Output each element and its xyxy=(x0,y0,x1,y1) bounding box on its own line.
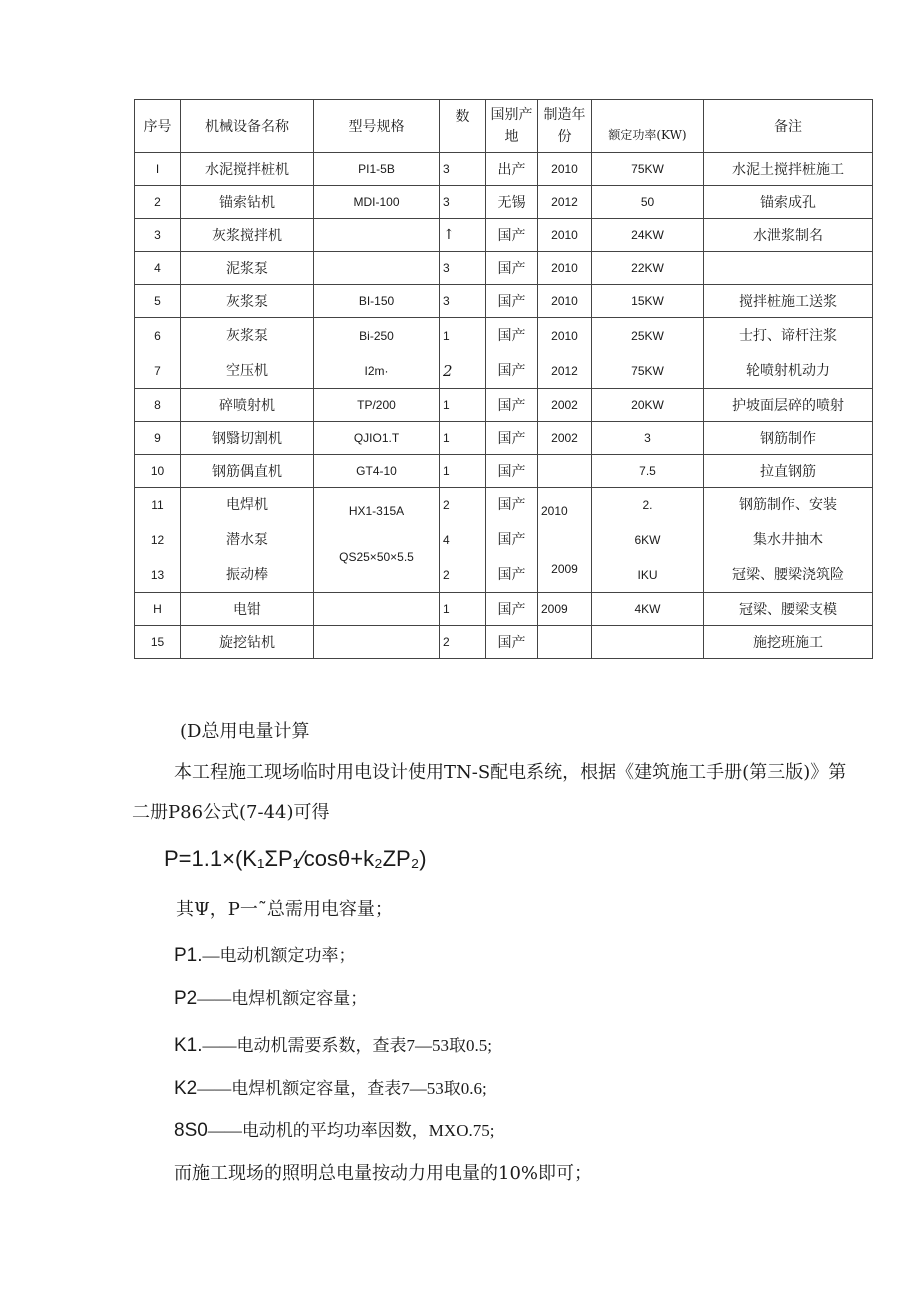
cell-year: 2009 xyxy=(538,593,592,626)
table-row xyxy=(135,153,873,186)
cell-origin: 国产 xyxy=(486,626,538,659)
table-row xyxy=(135,252,873,285)
cell-model: HX1-315A QS25×50×5.5 xyxy=(314,488,440,593)
table-row xyxy=(135,488,873,593)
table-row xyxy=(135,285,873,318)
definition-text: ——电焊机额定容量； xyxy=(197,989,368,1008)
cell-origin: 国产 xyxy=(486,252,538,285)
cell-qty: 1 xyxy=(440,455,486,488)
definition-text: ——电动机需要系数，查表7—53取0.5; xyxy=(202,1036,493,1055)
cell-origin: 国产 国产 国产 xyxy=(486,488,538,593)
definition-label: 8S0 xyxy=(174,1120,208,1141)
cell-remark: 士打、谛杆注浆 轮喷射机动力 xyxy=(704,318,873,389)
table-row xyxy=(135,219,873,252)
cell-year: 2010 xyxy=(538,252,592,285)
cell-qty: 2 xyxy=(440,626,486,659)
cell-seq: 15 xyxy=(135,626,181,659)
cell-power: 20KW xyxy=(592,389,704,422)
cell-power: 7.5 xyxy=(592,455,704,488)
cell-qty: 1 xyxy=(440,593,486,626)
table-row xyxy=(135,455,873,488)
definition-label: K1. xyxy=(174,1035,203,1056)
cell-power: 22KW xyxy=(592,252,704,285)
definition-p1 xyxy=(174,941,356,971)
cell-power: 15KW xyxy=(592,285,704,318)
cell-remark: 施挖班施工 xyxy=(704,626,873,659)
header-seq: 序号 xyxy=(135,100,181,153)
table-row xyxy=(135,389,873,422)
header-year: 制造年份 xyxy=(538,100,592,153)
cell-remark: 锚索成孔 xyxy=(704,186,873,219)
header-name: 机械设备名称 xyxy=(181,100,314,153)
cell-remark: 水泥土搅拌桩施工 xyxy=(704,153,873,186)
cell-seq: I xyxy=(135,153,181,186)
definition-label: P1. xyxy=(174,945,203,966)
cell-qty: 3 xyxy=(440,153,486,186)
header-qty: 数 xyxy=(440,100,486,153)
table-row xyxy=(135,593,873,626)
cell-qty: 1 xyxy=(440,422,486,455)
header-origin: 国别产地 xyxy=(486,100,538,153)
cell-qty: 3 xyxy=(440,186,486,219)
cell-model: GT4-10 xyxy=(314,455,440,488)
cell-model: TP/200 xyxy=(314,389,440,422)
cell-year xyxy=(538,626,592,659)
cell-name: 钢筋偶直机 xyxy=(181,455,314,488)
cell-origin: 国产 xyxy=(486,422,538,455)
cell-qty: 3 xyxy=(440,285,486,318)
cell-power: 3 xyxy=(592,422,704,455)
cell-power: 25KW 75KW xyxy=(592,318,704,389)
cell-seq: 5 xyxy=(135,285,181,318)
cell-model xyxy=(314,593,440,626)
definition-text: ——电动机的平均功率因数，MXO.75; xyxy=(207,1121,495,1140)
cell-origin: 国产 xyxy=(486,389,538,422)
cell-seq: 11 12 13 xyxy=(135,488,181,593)
cell-name: 泥浆泵 xyxy=(181,252,314,285)
cell-year: 2010 2012 xyxy=(538,318,592,389)
cell-model: BI-150 xyxy=(314,285,440,318)
cell-model: QJIO1.T xyxy=(314,422,440,455)
cell-model xyxy=(314,626,440,659)
cell-remark xyxy=(704,252,873,285)
definition-k2 xyxy=(174,1074,487,1104)
cell-year: 2010 xyxy=(538,153,592,186)
cell-power: 50 xyxy=(592,186,704,219)
paragraph-line-1: 本工程施工现场临时用电设计使用TN-S配电系统，根据《建筑施工手册(第三版)》第 xyxy=(174,762,847,783)
cell-year: 2002 xyxy=(538,422,592,455)
cell-year xyxy=(538,455,592,488)
cell-remark: 拉直钢筋 xyxy=(704,455,873,488)
cell-year: 2010 2009 xyxy=(538,488,592,593)
cell-name: 电钳 xyxy=(181,593,314,626)
cell-origin: 国产 xyxy=(486,219,538,252)
cell-model: MDI-100 xyxy=(314,186,440,219)
definition-cos xyxy=(174,1116,494,1146)
definition-text: ——电焊机额定容量，查表7—53取0.6; xyxy=(197,1079,487,1098)
cell-power: 24KW xyxy=(592,219,704,252)
cell-seq: 10 xyxy=(135,455,181,488)
cell-origin: 国产 xyxy=(486,593,538,626)
cell-seq: 8 xyxy=(135,389,181,422)
cell-qty: 3 xyxy=(440,252,486,285)
cell-name: 电焊机 潜水泵 振动棒 xyxy=(181,488,314,593)
cell-remark: 冠梁、腰梁支模 xyxy=(704,593,873,626)
table-row xyxy=(135,318,873,389)
cell-name: 碎喷射机 xyxy=(181,389,314,422)
cell-remark: 钢筋制作 xyxy=(704,422,873,455)
cell-seq: 3 xyxy=(135,219,181,252)
cell-name: 水泥搅拌桩机 xyxy=(181,153,314,186)
cell-remark: 护坡面层碎的喷射 xyxy=(704,389,873,422)
cell-remark: 搅拌桩施工送浆 xyxy=(704,285,873,318)
cell-remark: 水泄浆制名 xyxy=(704,219,873,252)
cell-year: 2002 xyxy=(538,389,592,422)
cell-origin: 国产 xyxy=(486,455,538,488)
cell-qty: 1 xyxy=(440,389,486,422)
cell-model xyxy=(314,219,440,252)
section-heading: (D总用电量计算 xyxy=(180,721,310,742)
equipment-table xyxy=(134,99,873,659)
lighting-note: 而施工现场的照明总电量按动力用电量的10%即可； xyxy=(174,1163,593,1184)
cell-power: 4KW xyxy=(592,593,704,626)
cell-name: 灰浆搅拌机 xyxy=(181,219,314,252)
definition-text: —电动机额定功率； xyxy=(202,946,356,965)
header-remark: 备注 xyxy=(704,100,873,153)
cell-model: PI1-5B xyxy=(314,153,440,186)
formula: P=1.1×(K₁ΣP₁⁄cosθ+k₂ZP₂) xyxy=(164,846,427,871)
cell-remark: 钢筋制作、安装 集水井抽木 冠梁、腰梁浇筑险 xyxy=(704,488,873,593)
cell-power: 2. 6KW IKU xyxy=(592,488,704,593)
cell-origin: 国产 xyxy=(486,285,538,318)
cell-name: 锚索钻机 xyxy=(181,186,314,219)
cell-seq: 4 xyxy=(135,252,181,285)
table-header-row xyxy=(135,100,873,153)
header-power: 额定功率(KW) xyxy=(592,100,704,153)
table-row xyxy=(135,422,873,455)
cell-qty: ↑ xyxy=(440,219,486,252)
cell-power: 75KW xyxy=(592,153,704,186)
definition-k1 xyxy=(174,1031,492,1061)
cell-seq: 9 xyxy=(135,422,181,455)
cell-origin: 无锡 xyxy=(486,186,538,219)
table-row xyxy=(135,626,873,659)
definition-label: K2 xyxy=(174,1078,198,1099)
cell-year: 2012 xyxy=(538,186,592,219)
cell-year: 2010 xyxy=(538,219,592,252)
cell-qty: 2 4 2 xyxy=(440,488,486,593)
paragraph-line-2: 二册P86公式(7-44)可得 xyxy=(132,802,330,823)
cell-model: Bi-250 I2m· xyxy=(314,318,440,389)
definition-label: P2 xyxy=(174,988,198,1009)
header-model: 型号规格 xyxy=(314,100,440,153)
cell-name: 灰浆泵 空压机 xyxy=(181,318,314,389)
cell-qty: 1 2 xyxy=(440,318,486,389)
cell-model xyxy=(314,252,440,285)
cell-year: 2010 xyxy=(538,285,592,318)
cell-seq: 2 xyxy=(135,186,181,219)
cell-power xyxy=(592,626,704,659)
cell-name: 钢翳切割机 xyxy=(181,422,314,455)
where-clause: 其Ψ，P一˜总需用电容量； xyxy=(176,899,393,920)
cell-origin: 国产 国产 xyxy=(486,318,538,389)
cell-seq: 6 7 xyxy=(135,318,181,389)
cell-seq: H xyxy=(135,593,181,626)
cell-origin: 出产 xyxy=(486,153,538,186)
definition-p2 xyxy=(174,984,367,1014)
cell-name: 灰浆泵 xyxy=(181,285,314,318)
cell-name: 旋挖钻机 xyxy=(181,626,314,659)
table-row xyxy=(135,186,873,219)
